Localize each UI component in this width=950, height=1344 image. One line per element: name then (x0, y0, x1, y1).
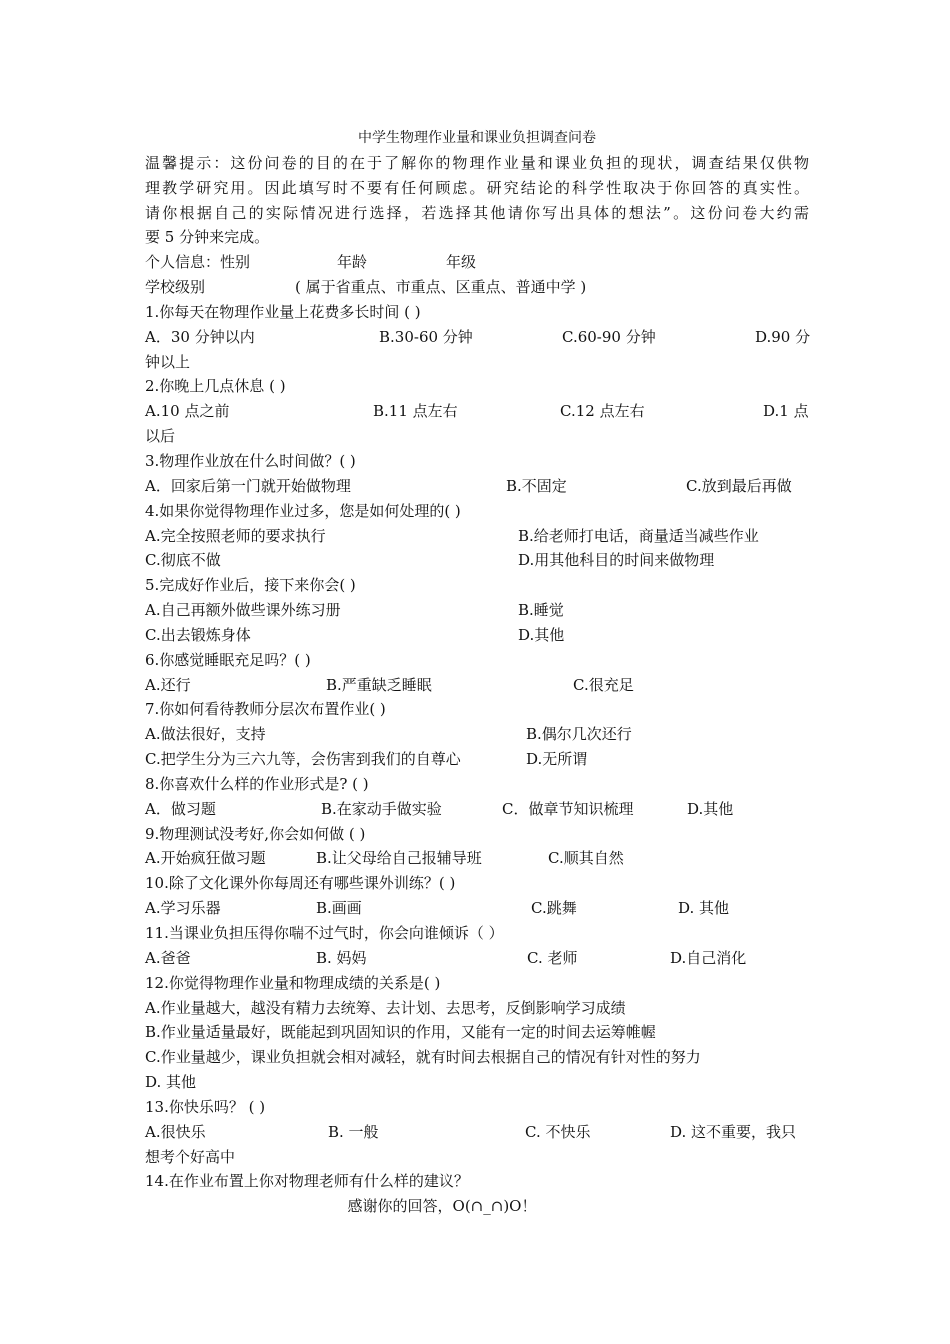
option-c[interactable]: C.作业量越少，课业负担就会相对减轻，就有时间去根据自己的情况有针对性的努力 (145, 1048, 701, 1067)
option-c[interactable]: C. 不快乐 (525, 1122, 591, 1141)
options-row (145, 673, 809, 698)
option-b[interactable]: B.画画 (316, 899, 362, 918)
intro-line: 温馨提示：这份问卷的目的在于了解你的物理作业量和课业负担的现状，调查结果仅供物 (145, 153, 809, 172)
option-d[interactable]: D. 其他 (145, 1073, 197, 1092)
option-continuation: 想考个好高中 (145, 1147, 236, 1166)
options-row (145, 524, 809, 549)
option-continuation: 以后 (145, 427, 176, 446)
option-a[interactable]: A．做习题 (145, 799, 216, 818)
option-b[interactable]: B.睡觉 (518, 601, 564, 620)
question-9: 9.物理测试没考好,你会如何做 ( ) (145, 824, 366, 843)
option-b[interactable]: B. 一般 (328, 1122, 379, 1141)
intro-line: 理教学研究用。因此填写时不要有任何顾虑。研究结论的科学性取决于你回答的真实性。 (145, 178, 809, 197)
question-1: 1.你每天在物理作业量上花费多长时间 ( ) (145, 302, 421, 321)
option-c[interactable]: C.顺其自然 (548, 849, 624, 868)
option-d[interactable]: D.用其他科目的时间来做物理 (518, 551, 715, 570)
page-title: 中学生物理作业量和课业负担调查问卷 (358, 130, 596, 146)
question-14: 14.在作业布置上你对物理老师有什么样的建议？ (145, 1172, 469, 1191)
options-row (145, 946, 809, 971)
option-d[interactable]: D.自己消化 (670, 948, 747, 967)
questionnaire-page (145, 126, 809, 1219)
option-a[interactable]: A.还行 (145, 675, 191, 694)
school-level-note: ( 属于省重点、市重点、区重点、普通中学 ) (295, 278, 587, 297)
question-5: 5.完成好作业后，接下来你会( ) (145, 576, 356, 595)
school-level-label: 学校级别 (145, 278, 206, 297)
option-b[interactable]: B.让父母给自己报辅导班 (316, 849, 482, 868)
intro-line: 要 5 分钟来完成。 (145, 228, 270, 247)
option-c[interactable]: C. 老师 (527, 948, 578, 967)
option-a[interactable]: A.做法很好，支持 (145, 725, 266, 744)
option-d[interactable]: D. 这不重要，我只 (670, 1122, 797, 1141)
question-6: 6.你感觉睡眠充足吗？( ) (145, 650, 311, 669)
option-a[interactable]: A.10 点之前 (145, 402, 230, 421)
option-d[interactable]: D.其他 (687, 799, 734, 818)
intro-line: 请你根据自己的实际情况进行选择，若选择其他请你写出具体的想法”。这份问卷大约需 (145, 203, 809, 222)
option-c[interactable]: C.放到最后再做 (686, 476, 792, 495)
school-level (145, 275, 809, 300)
option-c[interactable]: C.跳舞 (531, 899, 577, 918)
options-row (145, 598, 809, 623)
personal-info (145, 250, 809, 275)
option-c[interactable]: C.60-90 分钟 (562, 327, 656, 346)
option-b[interactable]: B.30-60 分钟 (379, 327, 473, 346)
option-a[interactable]: A.作业量越大，越没有精力去统筹、去计划、去思考，反倒影响学习成绩 (145, 998, 626, 1017)
option-a[interactable]: A．30 分钟以内 (145, 327, 255, 346)
options-row (145, 325, 809, 350)
option-a[interactable]: A.学习乐器 (145, 899, 221, 918)
option-b[interactable]: B.不固定 (506, 476, 567, 495)
question-12: 12.你觉得物理作业量和物理成绩的关系是( ) (145, 973, 441, 992)
options-row (145, 623, 809, 648)
question-13: 13.你快乐吗？ ( ) (145, 1097, 266, 1116)
options-row (145, 399, 809, 424)
option-b[interactable]: B.给老师打电话，商量适当减些作业 (518, 526, 759, 545)
option-a[interactable]: A.自己再额外做些课外练习册 (145, 601, 341, 620)
option-c[interactable]: C.12 点左右 (560, 402, 645, 421)
option-a[interactable]: A.完全按照老师的要求执行 (145, 526, 326, 545)
option-d[interactable]: D.1 点 (763, 402, 809, 421)
option-b[interactable]: B.作业量适量最好，既能起到巩固知识的作用，又能有一定的时间去运筹帷幄 (145, 1023, 656, 1042)
option-d[interactable]: D. 其他 (678, 899, 730, 918)
option-c[interactable]: C．做章节知识梳理 (502, 799, 634, 818)
option-continuation: 钟以上 (145, 352, 191, 371)
closing-message: 感谢你的回答，O(∩_∩)O！ (347, 1197, 537, 1216)
option-b[interactable]: B.在家动手做实验 (321, 799, 442, 818)
option-d[interactable]: D.90 分 (755, 327, 811, 346)
question-11: 11.当课业负担压得你喘不过气时，你会向谁倾诉（ ） (145, 924, 504, 942)
question-4: 4.如果你觉得物理作业过多，您是如何处理的( ) (145, 501, 461, 520)
options-row (145, 846, 809, 871)
age-label: 年龄 (337, 253, 368, 272)
question-7: 7.你如何看待教师分层次布置作业( ) (145, 700, 386, 719)
option-c[interactable]: C.彻底不做 (145, 551, 221, 570)
options-row (145, 548, 809, 573)
question-8: 8.你喜欢什么样的作业形式是? ( ) (145, 774, 369, 793)
question-3: 3.物理作业放在什么时间做？( ) (145, 451, 356, 470)
option-b[interactable]: B. 妈妈 (316, 948, 367, 967)
question-2: 2.你晚上几点休息 ( ) (145, 377, 286, 396)
grade-label: 年级 (446, 253, 477, 272)
question-10: 10.除了文化课外你每周还有哪些课外训练？( ) (145, 874, 456, 893)
options-row (145, 722, 809, 747)
option-c[interactable]: C.出去锻炼身体 (145, 625, 251, 644)
option-d[interactable]: D.其他 (518, 625, 565, 644)
option-c[interactable]: C.很充足 (573, 675, 634, 694)
option-a[interactable]: A．回家后第一门就开始做物理 (145, 476, 351, 495)
option-a[interactable]: A.爸爸 (145, 948, 191, 967)
options-row (145, 474, 809, 499)
option-a[interactable]: A.开始疯狂做习题 (145, 849, 266, 868)
option-a[interactable]: A.很快乐 (145, 1122, 206, 1141)
options-row (145, 747, 809, 772)
option-d[interactable]: D.无所谓 (526, 750, 588, 769)
option-c[interactable]: C.把学生分为三六九等，会伤害到我们的自尊心 (145, 750, 461, 769)
option-b[interactable]: B.严重缺乏睡眠 (326, 675, 432, 694)
option-b[interactable]: B.11 点左右 (373, 402, 458, 421)
options-row (145, 1120, 809, 1145)
gender-label: 个人信息：性别 (145, 253, 251, 272)
options-row (145, 896, 809, 921)
options-row (145, 797, 809, 822)
option-b[interactable]: B.偶尔几次还行 (526, 725, 632, 744)
